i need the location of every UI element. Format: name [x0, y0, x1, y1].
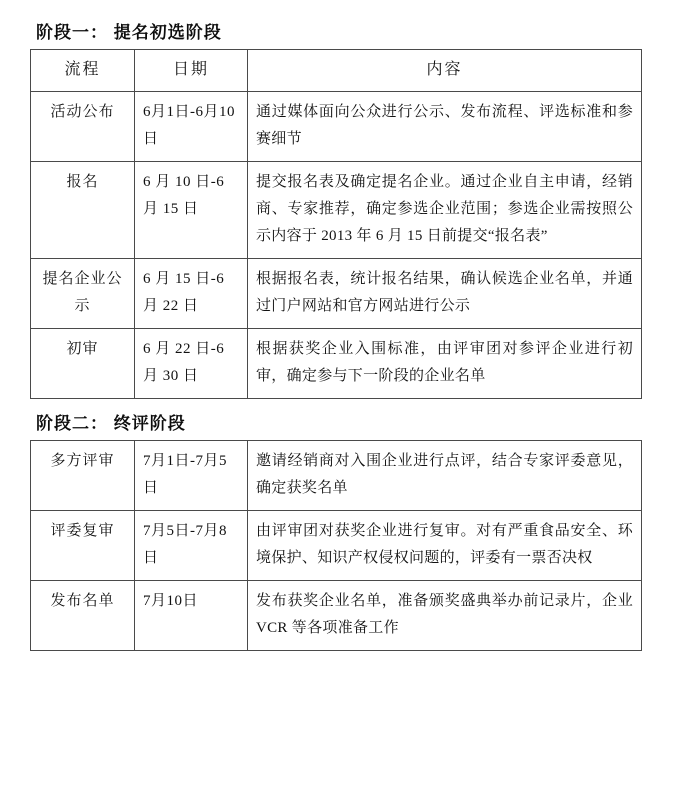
cell-date: 6月1日-6月10日	[135, 92, 248, 162]
cell-content: 邀请经销商对入围企业进行点评，结合专家评委意见，确定获奖名单	[248, 441, 642, 511]
table-header-row	[31, 50, 642, 92]
cell-date: 6 月 15 日-6 月 22 日	[135, 259, 248, 329]
cell-process: 报名	[31, 162, 135, 259]
cell-content: 根据报名表，统计报名结果，确认候选企业名单，并通过门户网站和官方网站进行公示	[248, 259, 642, 329]
cell-content: 通过媒体面向公众进行公示、发布流程、评选标准和参赛细节	[248, 92, 642, 162]
column-header-date: 日期	[135, 50, 248, 92]
cell-process: 活动公布	[31, 92, 135, 162]
section-heading-phase-one: 阶段一： 提名初选阶段	[36, 23, 222, 42]
cell-process: 初审	[31, 329, 135, 399]
cell-process: 评委复审	[31, 511, 135, 581]
cell-date: 7月1日-7月5日	[135, 441, 248, 511]
table-row	[31, 259, 642, 329]
column-header-process: 流程	[31, 50, 135, 92]
table-row	[31, 92, 642, 162]
section-heading-phase-two: 阶段二： 终评阶段	[36, 414, 186, 433]
cell-content: 发布获奖企业名单，准备颁奖盛典举办前记录片，企业 VCR 等各项准备工作	[248, 581, 642, 651]
table-row	[31, 581, 642, 651]
cell-process: 提名企业公示	[31, 259, 135, 329]
table-row	[31, 329, 642, 399]
phase-two-table	[30, 440, 642, 651]
table-row	[31, 511, 642, 581]
cell-process: 多方评审	[31, 441, 135, 511]
cell-process: 发布名单	[31, 581, 135, 651]
cell-date: 7月5日-7月8日	[135, 511, 248, 581]
table-row	[31, 162, 642, 259]
cell-date: 7月10日	[135, 581, 248, 651]
cell-content: 根据获奖企业入围标准，由评审团对参评企业进行初审，确定参与下一阶段的企业名单	[248, 329, 642, 399]
table-row	[31, 441, 642, 511]
cell-date: 6 月 22 日-6 月 30 日	[135, 329, 248, 399]
cell-content: 由评审团对获奖企业进行复审。对有严重食品安全、环境保护、知识产权侵权问题的，评委有一票否决权	[248, 511, 642, 581]
phase-one-table	[30, 49, 642, 399]
cell-content: 提交报名表及确定提名企业。通过企业自主申请，经销商、专家推荐，确定参选企业范围；参选企业需按照公示内容于 2013 年 6 月 15 日前提交“报名表”	[248, 162, 642, 259]
cell-date: 6 月 10 日-6 月 15 日	[135, 162, 248, 259]
column-header-content: 内容	[248, 50, 642, 92]
